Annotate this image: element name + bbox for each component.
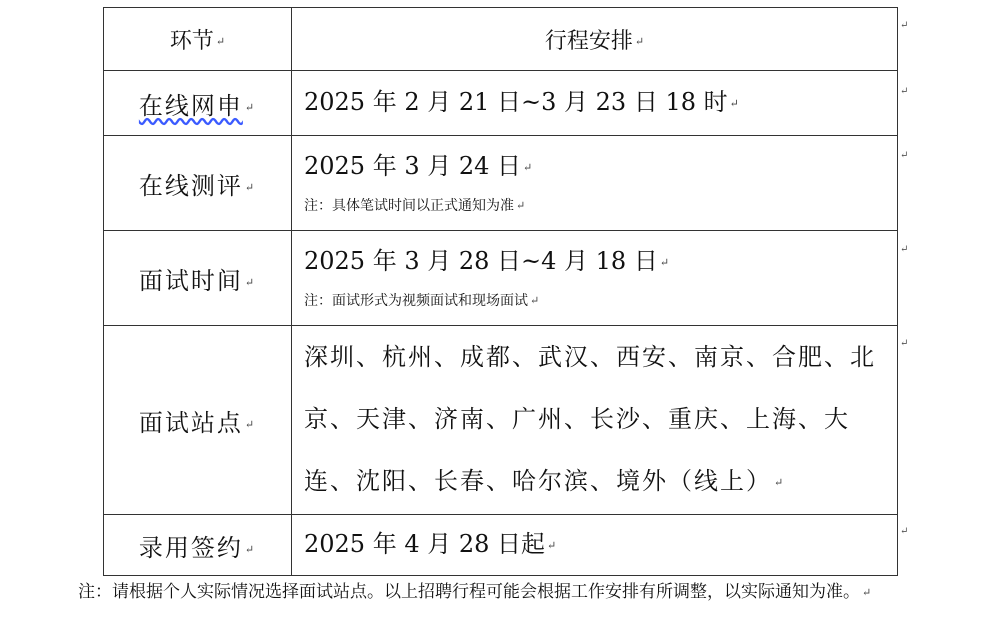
row-end-mark-icon: ↵ xyxy=(900,244,909,255)
plan-cell xyxy=(292,231,898,326)
phase-interview-sites: 面试站点 xyxy=(138,408,243,437)
header-phase-label: 环节 xyxy=(169,28,214,54)
paragraph-mark-icon: ↵ xyxy=(634,35,645,48)
plan-online-assessment: 2025 年 3 月 24 日 ↵ xyxy=(304,152,533,181)
table-header-row xyxy=(104,8,898,71)
row-end-mark-icon: ↵ xyxy=(900,20,909,31)
table-row xyxy=(104,71,898,136)
plan-cell xyxy=(292,515,898,576)
plan-cell xyxy=(292,326,898,515)
paragraph-mark-icon: ↵ xyxy=(547,538,557,552)
phase-interview-time: 面试时间 xyxy=(138,266,243,295)
plan-cell xyxy=(292,136,898,231)
row-end-mark-icon: ↵ xyxy=(900,526,909,537)
paragraph-mark-icon: ↵ xyxy=(244,100,257,114)
recruitment-schedule-table xyxy=(103,7,898,576)
phase-online-application: 在线网申 xyxy=(138,91,243,120)
note-interview-format: 注：面试形式为视频面试和现场面试 ↵ xyxy=(304,292,540,309)
table-row xyxy=(104,231,898,326)
paragraph-mark-icon: ↵ xyxy=(659,255,670,269)
paragraph-mark-icon: ↵ xyxy=(244,275,257,289)
plan-offer-signing: 2025 年 4 月 28 日起 ↵ xyxy=(304,530,557,559)
plan-interview-time: 2025 年 3 月 28 日~4 月 18 日 ↵ xyxy=(304,247,670,276)
phase-cell xyxy=(104,326,292,515)
phase-cell xyxy=(104,136,292,231)
paragraph-mark-icon: ↵ xyxy=(774,475,786,489)
paragraph-mark-icon: ↵ xyxy=(215,35,226,48)
phase-cell xyxy=(104,231,292,326)
table-row xyxy=(104,136,898,231)
plan-online-application: 2025 年 2 月 21 日~3 月 23 日 18 时 ↵ xyxy=(304,88,739,117)
phase-cell xyxy=(104,71,292,136)
header-plan-cell xyxy=(292,8,898,71)
paragraph-mark-icon: ↵ xyxy=(523,160,533,174)
phase-online-assessment: 在线测评 xyxy=(138,171,243,200)
paragraph-mark-icon: ↵ xyxy=(244,542,257,556)
header-plan-label: 行程安排 xyxy=(544,28,633,54)
header-phase-cell xyxy=(104,8,292,71)
paragraph-mark-icon: ↵ xyxy=(244,417,257,431)
paragraph-mark-icon: ↵ xyxy=(516,198,526,212)
row-end-mark-icon: ↵ xyxy=(900,338,909,349)
paragraph-mark-icon: ↵ xyxy=(244,180,257,194)
table-row xyxy=(104,515,898,576)
plan-interview-sites: 深圳、杭州、成都、武汉、西安、南京、合肥、北京、天津、济南、广州、长沙、重庆、上海、大连、沈阳、长春、哈尔滨、境外（线上） ↵ xyxy=(304,343,876,496)
row-end-mark-icon: ↵ xyxy=(900,86,909,97)
paragraph-mark-icon: ↵ xyxy=(530,293,540,307)
table-row xyxy=(104,326,898,515)
plan-cell xyxy=(292,71,898,136)
phase-offer-signing: 录用签约 xyxy=(138,533,243,562)
note-written-test: 注：具体笔试时间以正式通知为准 ↵ xyxy=(304,197,526,214)
row-end-mark-icon: ↵ xyxy=(900,150,909,161)
footer-note: 注：请根据个人实际情况选择面试站点。以上招聘行程可能会根据工作安排有所调整，以实际通知为准。 ↵ xyxy=(78,582,872,602)
phase-cell xyxy=(104,515,292,576)
paragraph-mark-icon: ↵ xyxy=(862,585,872,599)
paragraph-mark-icon: ↵ xyxy=(729,96,739,110)
